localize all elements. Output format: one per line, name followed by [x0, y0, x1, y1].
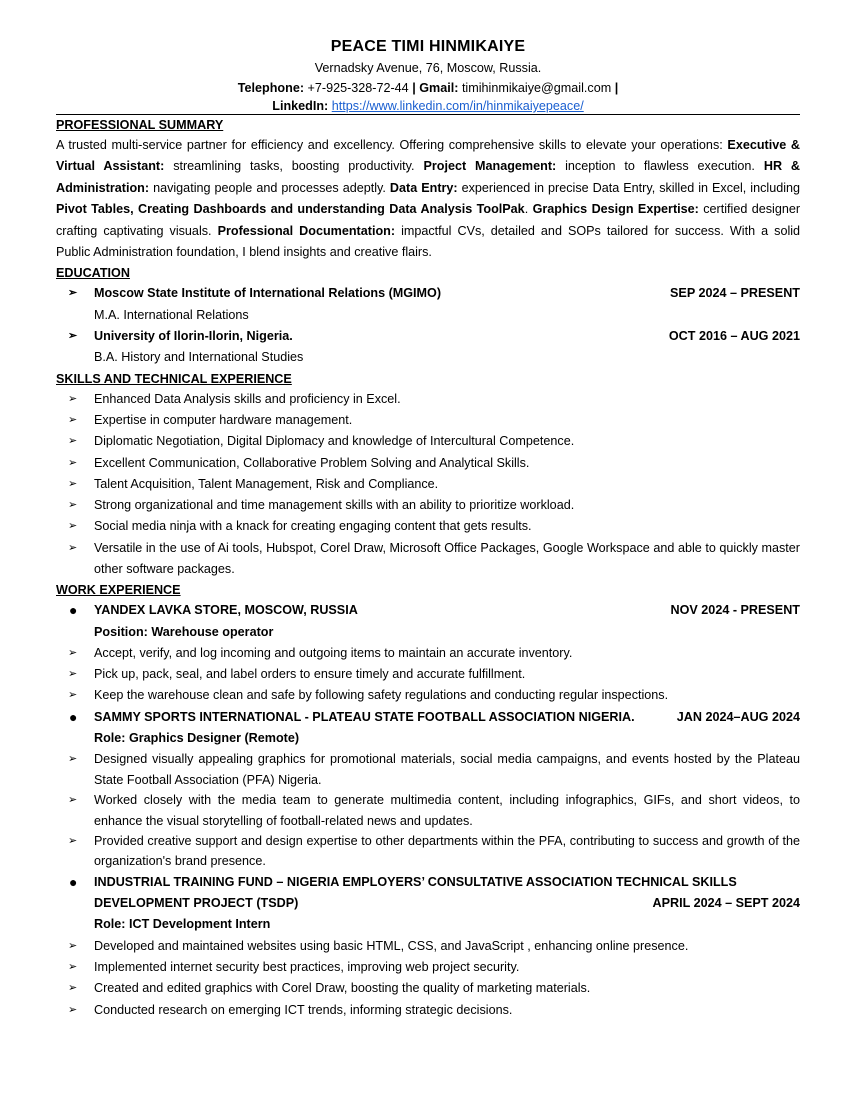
- arrow-bullet-icon: ➢: [68, 939, 78, 952]
- skills-list: [56, 389, 800, 581]
- duty-text: Pick up, pack, seal, and label orders to ensure timely and accurate fulfillment.: [94, 667, 526, 682]
- summary-de-label: Data Entry:: [389, 180, 458, 195]
- arrow-bullet-icon: ➢: [68, 1003, 78, 1016]
- job-dates: JAN 2024–AUG 2024: [676, 709, 800, 724]
- arrow-bullet-icon: ➢: [68, 753, 78, 766]
- job-header: [56, 707, 800, 728]
- school-name: University of Ilorin-Ilorin, Nigeria.: [94, 329, 293, 344]
- arrow-bullet-icon: ➢: [68, 961, 78, 973]
- job-org-line1: INDUSTRIAL TRAINING FUND – NIGERIA EMPLOYERS’ CONSULTATIVE ASSOCIATION TECHNICAL SKILLS: [94, 874, 737, 889]
- arrow-bullet-icon: ➢: [68, 330, 78, 343]
- summary-pm-text: inception to flawless execution.: [565, 159, 755, 174]
- duty-item: [56, 1000, 800, 1021]
- duty-item: [56, 643, 800, 664]
- summary-doc-text: impactful CVs, detailed and SOPs tailored for success. With a solid Public Administration foundation, I blend insights and creative flairs.: [56, 223, 801, 260]
- duty-text: Created and edited graphics with Corel Draw, boosting the quality of marketing materials.: [94, 981, 591, 996]
- skill-item: [56, 495, 800, 516]
- arrow-bullet-icon: ➢: [68, 835, 78, 847]
- gmail: timihinmikaiye@gmail.com: [461, 81, 612, 95]
- dot-bullet-icon: ●: [69, 873, 78, 890]
- arrow-bullet-icon: ➢: [68, 499, 78, 512]
- summary-gd-text: certified designer crafting captivating visuals.: [56, 202, 801, 238]
- linkedin-label: LinkedIn:: [272, 99, 329, 113]
- job-dates: APRIL 2024 – SEPT 2024: [652, 896, 800, 911]
- duty-text: Provided creative support and design expertise to other departments within the PFA, contributing to success and growth of the organization's brand presence.: [94, 834, 800, 869]
- duty-text: Developed and maintained websites using basic HTML, CSS, and JavaScript , enhancing online presence.: [94, 938, 689, 953]
- skill-item: [56, 474, 800, 495]
- arrow-bullet-icon: ➢: [68, 456, 78, 469]
- summary-doc-label: Professional Documentation:: [217, 223, 396, 238]
- skill-text: Versatile in the use of Ai tools, Hubspot, Corel Draw, Microsoft Office Packages, Google Workspace and able to quickly master other software packages.: [94, 540, 800, 576]
- skill-text: Talent Acquisition, Talent Management, Risk and Compliance.: [94, 476, 439, 491]
- separator: |: [412, 81, 416, 95]
- duty-item: [56, 685, 800, 706]
- arrow-bullet-icon: ➢: [68, 668, 78, 681]
- job-dates: NOV 2024 - PRESENT: [670, 603, 800, 618]
- duty-item: [56, 790, 800, 831]
- linkedin-link[interactable]: https://www.linkedin.com/in/hinmikaiyepeace/: [331, 99, 584, 113]
- job-role: Position: Warehouse operator: [94, 624, 274, 639]
- education-item: [56, 283, 800, 304]
- skill-text: Expertise in computer hardware management.: [94, 412, 353, 427]
- job-role: Role: ICT Development Intern: [94, 917, 271, 932]
- gmail-label: Gmail:: [419, 81, 459, 95]
- arrow-bullet-icon: ➢: [68, 392, 78, 405]
- linkedin-line: [56, 98, 800, 114]
- summary-de-text: experienced in precise Data Entry, skilled in Excel, including: [461, 180, 801, 195]
- duty-text: Implemented internet security best practices, improving web project security.: [94, 960, 520, 974]
- summary-ea-text: streamlining tasks, boosting productivity.: [173, 159, 415, 174]
- dot-bullet-icon: ●: [69, 602, 78, 619]
- work-list: [56, 600, 800, 1021]
- duty-text: Designed visually appealing graphics for promotional materials, social media campaigns, and events hosted by the Plateau State Football Association (PFA) Nigeria.: [94, 752, 800, 787]
- resume-page: [56, 36, 800, 1021]
- arrow-bullet-icon: ➢: [68, 520, 78, 533]
- job-header: [56, 872, 800, 893]
- school-name: Moscow State Institute of International Relations (MGIMO): [94, 286, 442, 301]
- education-dates: SEP 2024 – PRESENT: [670, 286, 800, 301]
- skill-text: Social media ninja with a knack for creating engaging content that gets results.: [94, 519, 532, 534]
- summary-text: A trusted multi-service partner for efficiency and excellency. Offering comprehensive skills to elevate your operations: Executive & Virtual Assistant: streamlining tasks, boosting productivity. Project Management: inception to flawless execution. HR & Administration: navigating people and processes adeptly. Data Entry: experienced in precise Data Entry, skilled in Excel, including Pivot Tables, Creating Dashboards and understanding Data Analysis ToolPak. Graphics Design Expertise: certified designer crafting captivating visuals. Professional Documentation: impactful CVs, detailed and SOPs tailored for success. With a solid Public Administration foundation, I blend insights and creative flairs.: [56, 138, 801, 260]
- job-role: Role: Graphics Designer (Remote): [94, 731, 300, 746]
- duty-text: Accept, verify, and log incoming and outgoing items to maintain an accurate inventory.: [94, 645, 573, 660]
- summary-gd-label: Graphics Design Expertise:: [532, 202, 699, 217]
- summary-de-bold: Pivot Tables, Creating Dashboards and understanding Data Analysis ToolPak: [56, 202, 525, 217]
- education-item: [56, 326, 800, 347]
- skill-item: [56, 516, 800, 537]
- arrow-bullet-icon: ➢: [68, 689, 78, 702]
- summary-title: PROFESSIONAL SUMMARY: [56, 118, 224, 132]
- job-org: SAMMY SPORTS INTERNATIONAL - PLATEAU STATE FOOTBALL ASSOCIATION NIGERIA.: [94, 709, 635, 724]
- duty-item: [56, 957, 800, 978]
- duty-item: [56, 664, 800, 685]
- telephone: +7-925-328-72-44: [307, 81, 409, 95]
- arrow-bullet-icon: ➢: [68, 477, 78, 490]
- job-org-line2: DEVELOPMENT PROJECT (TSDP): [94, 896, 299, 911]
- skill-item: [56, 389, 800, 410]
- education-list: [56, 283, 800, 368]
- summary-hr-text: navigating people and processes adeptly.: [153, 180, 386, 195]
- summary-intro: A trusted multi-service partner for efficiency and excellency. Offering comprehensive skills to elevate your operations:: [56, 138, 723, 152]
- duty-item: [56, 978, 800, 999]
- skills-title: SKILLS AND TECHNICAL EXPERIENCE: [56, 371, 292, 386]
- separator: |: [614, 81, 619, 95]
- candidate-name: PEACE TIMI HINMIKAIYE: [330, 38, 526, 55]
- dot-bullet-icon: ●: [69, 708, 78, 725]
- summary-ea-label: Executive & Virtual Assistant:: [56, 138, 800, 174]
- skill-item: [56, 538, 800, 581]
- duty-text: Worked closely with the media team to generate multimedia content, including infographics, GIFs, and short videos, to enhance the visual storytelling of football-related news and updates.: [94, 793, 800, 828]
- arrow-bullet-icon: ➢: [68, 794, 78, 807]
- job-org: YANDEX LAVKA STORE, MOSCOW, RUSSIA: [94, 603, 358, 618]
- summary-pm-label: Project Management:: [423, 159, 557, 174]
- job-header: [56, 600, 800, 621]
- skill-text: Strong organizational and time management skills with an ability to prioritize workload.: [94, 498, 575, 513]
- duty-item: [56, 831, 800, 872]
- arrow-bullet-icon: ➢: [68, 541, 78, 554]
- arrow-bullet-icon: ➢: [68, 413, 78, 426]
- arrow-bullet-icon: ➢: [68, 982, 78, 995]
- education-title: EDUCATION: [56, 266, 130, 281]
- arrow-bullet-icon: ➢: [68, 435, 78, 448]
- skill-item: [56, 431, 800, 452]
- address: Vernadsky Avenue, 76, Moscow, Russia.: [314, 61, 542, 75]
- arrow-bullet-icon: ➢: [68, 287, 78, 300]
- contact-line: [56, 78, 800, 98]
- degree: M.A. International Relations: [94, 307, 249, 322]
- duty-item: [56, 749, 800, 790]
- skill-text: Enhanced Data Analysis skills and proficiency in Excel.: [94, 391, 401, 406]
- education-dates: OCT 2016 – AUG 2021: [668, 329, 800, 344]
- duty-text: Conducted research on emerging ICT trends, informing strategic decisions.: [94, 1002, 513, 1017]
- work-title: WORK EXPERIENCE: [56, 583, 181, 598]
- skill-item: [56, 453, 800, 474]
- duty-item: [56, 936, 800, 957]
- skill-item: [56, 410, 800, 431]
- duty-text: Keep the warehouse clean and safe by following safety regulations and conducting regular inspections.: [94, 688, 669, 703]
- telephone-label: Telephone:: [237, 81, 305, 95]
- skill-text: Excellent Communication, Collaborative Problem Solving and Analytical Skills.: [94, 455, 530, 470]
- arrow-bullet-icon: ➢: [68, 646, 78, 659]
- skill-text: Diplomatic Negotiation, Digital Diplomacy and knowledge of Intercultural Competence.: [94, 434, 575, 449]
- summary-hr-label: HR & Administration:: [56, 159, 801, 195]
- job-header-line2: [56, 893, 800, 914]
- degree: B.A. History and International Studies: [94, 350, 304, 365]
